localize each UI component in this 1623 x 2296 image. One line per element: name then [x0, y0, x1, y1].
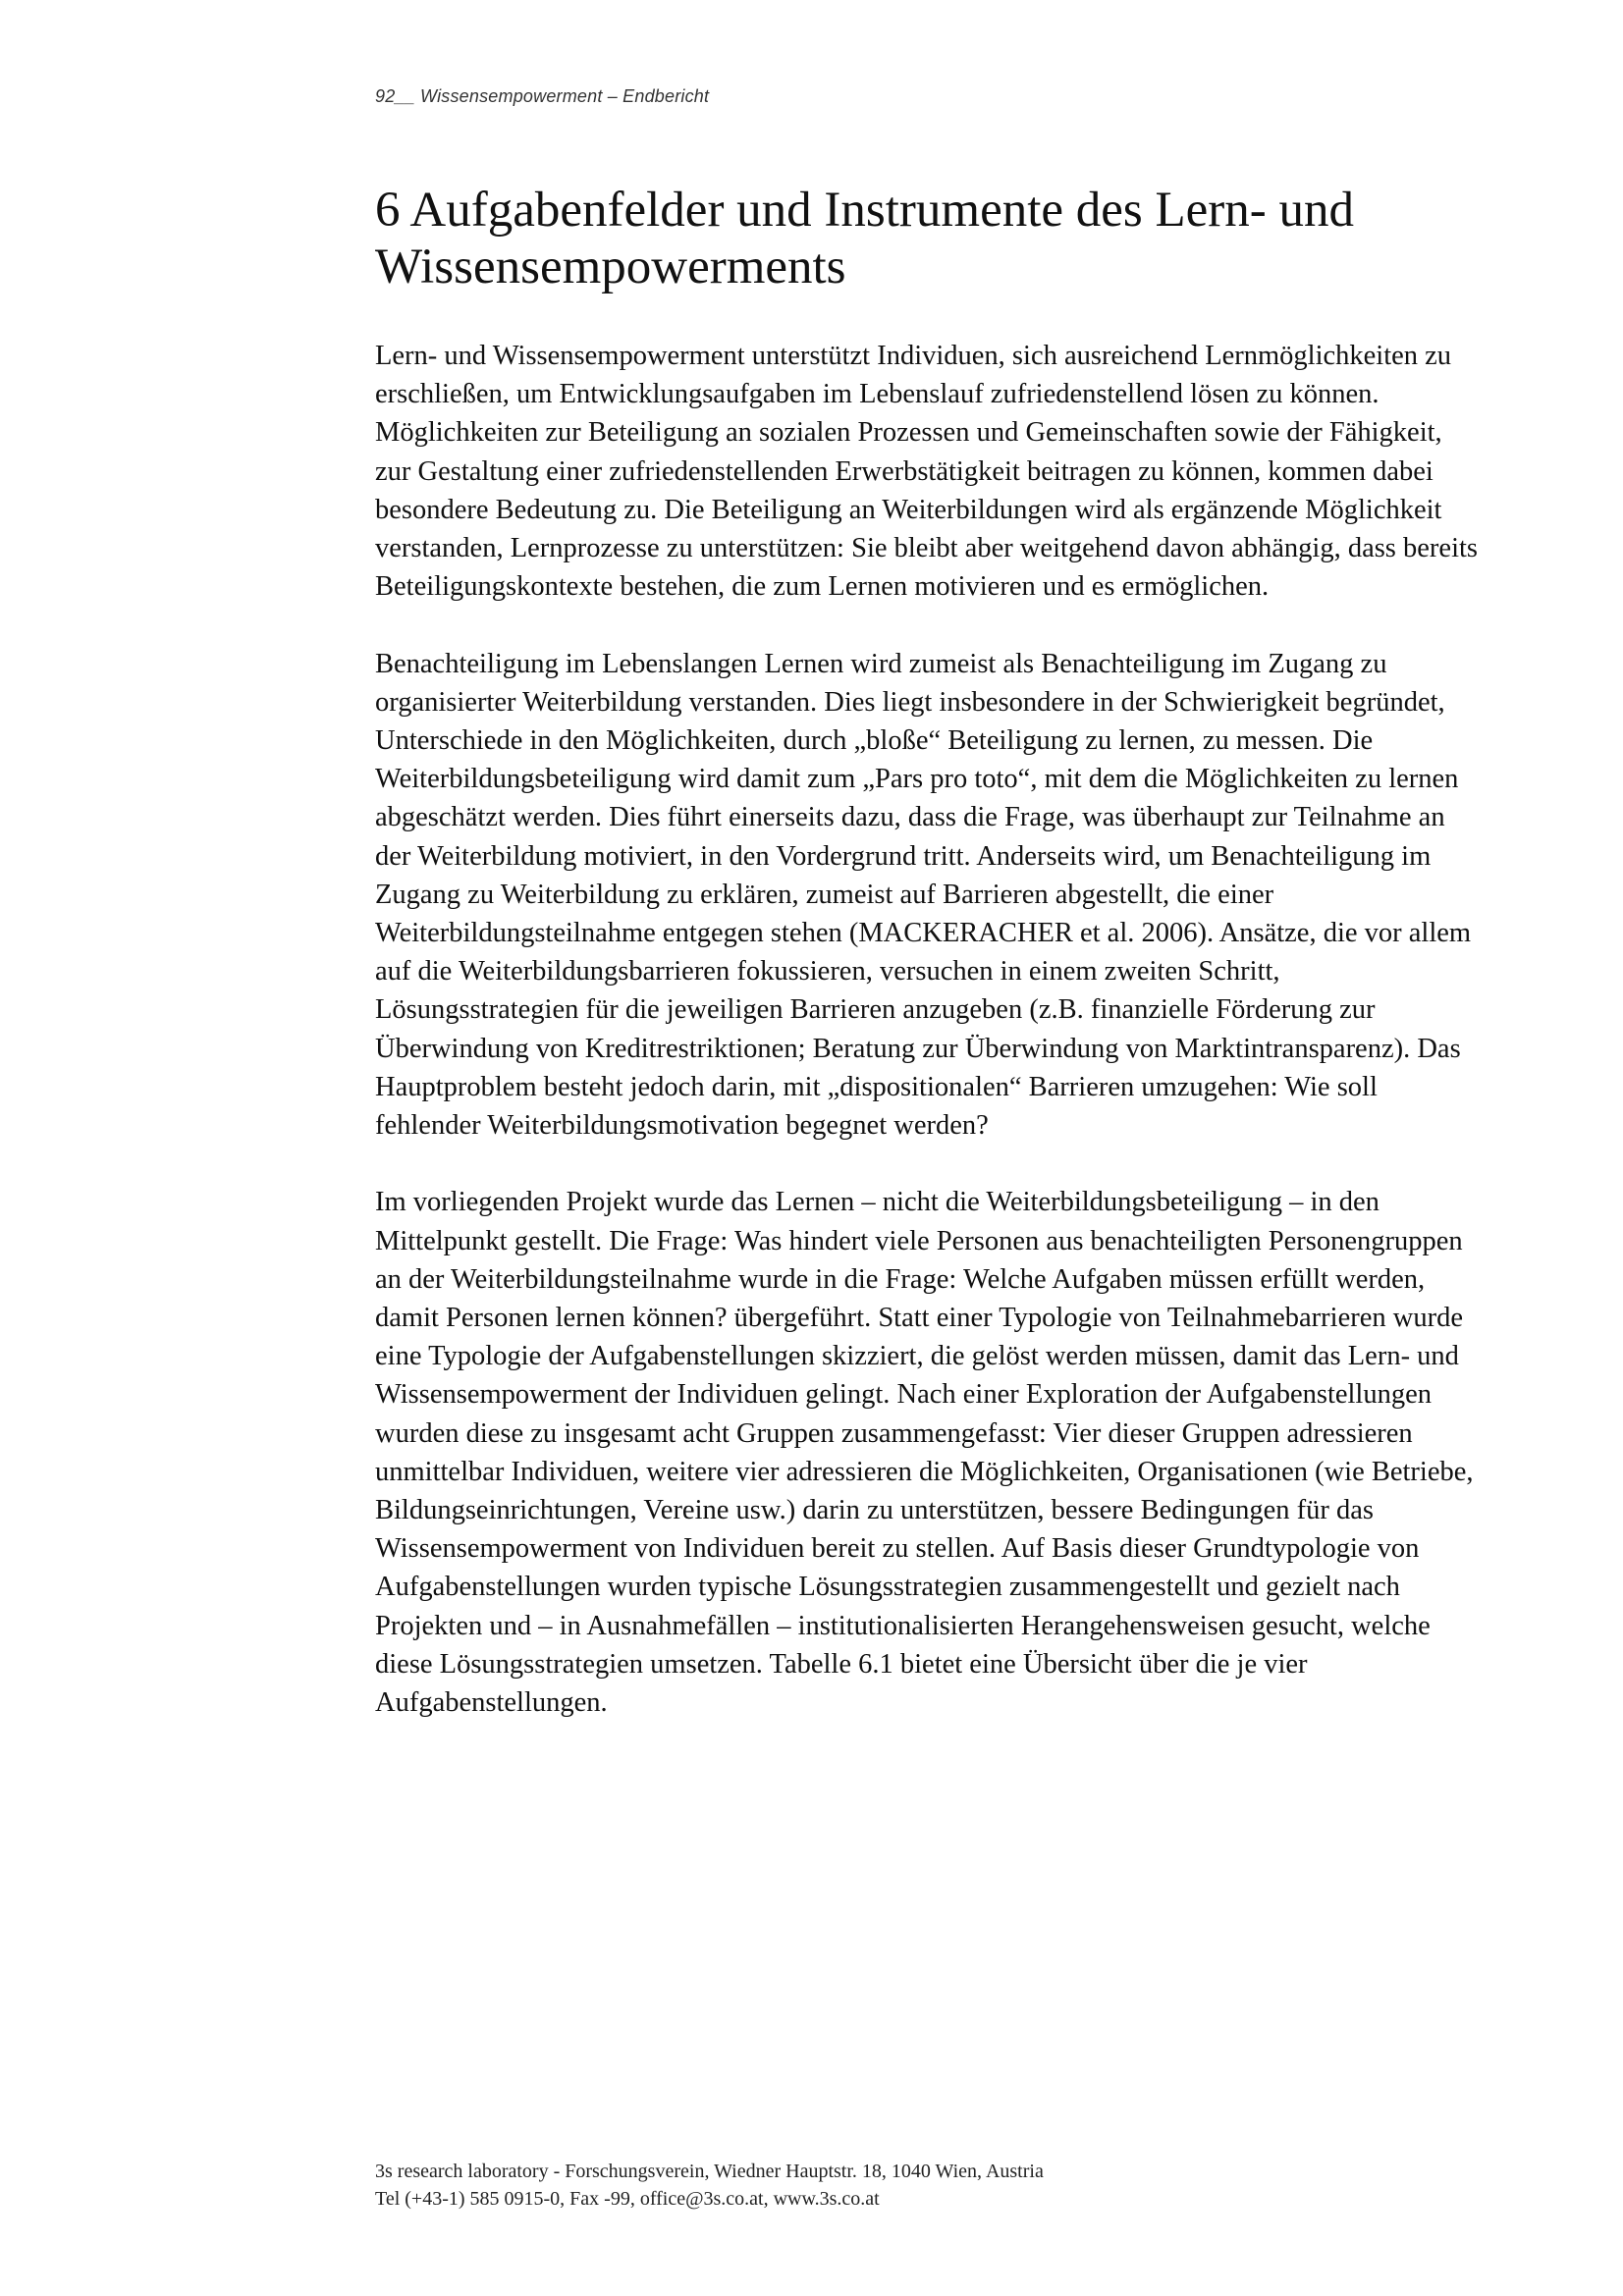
- chapter-title: 6 Aufgabenfelder und Instrumente des Lern- und Wissensempowerments: [375, 183, 1355, 294]
- paragraph-1: Lern- und Wissensempowerment unterstützt Individuen, sich ausreichend Lernmöglichkeiten zu erschließen, um Entwicklungsaufgaben im Lebenslauf zufriedenstellend lösen zu können. Möglichkeiten zur Beteiligung an sozialen Prozessen und Gemeinschaften sowie der Fähigkeit, zur Gestaltung einer zufriedenstellenden Erwerbstätigkeit beitragen zu können, kommen dabei besondere Bedeutung zu. Die Beteiligung an Weiterbildungen wird als ergänzende Möglichkeit verstanden, Lernprozesse zu unterstützen: Sie bleibt aber weitgehend davon abhängig, dass bereits Beteiligungskontexte bestehen, die zum Lernen motivieren und es ermöglichen.: [375, 341, 1478, 603]
- body-text: [375, 337, 1485, 1760]
- running-header: 92__ Wissensempowerment – Endbericht: [375, 86, 710, 106]
- page-footer: [375, 2158, 1044, 2213]
- paragraph-3: Im vorliegenden Projekt wurde das Lernen – nicht die Weiterbildungsbeteiligung – in den Mittelpunkt gestellt. Die Frage: Was hindert viele Personen aus benachteiligten Personengruppen an der Weiterbildungsteilnahme wurde in die Frage: Welche Aufgaben müssen erfüllt werden, damit Personen lernen können? übergeführt. Statt einer Typologie von Teilnahmebarrieren wurde eine Typologie der Aufgabenstellungen skizziert, die gelöst werden müssen, damit das Lern- und Wissensempowerment der Individuen gelingt. Nach einer Exploration der Aufgabenstellungen wurden diese zu insgesamt acht Gruppen zusammengefasst: Vier dieser Gruppen adressieren unmittelbar Individuen, weitere vier adressieren die Möglichkeiten, Organisationen (wie Betriebe, Bildungseinrichtungen, Vereine usw.) darin zu unterstützen, bessere Bedingungen für das Wissensempowerment von Individuen bereit zu stellen. Auf Basis dieser Grundtypologie von Aufgabenstellungen wurden typische Lösungsstrategien zusammengestellt und gezielt nach Projekten und – in Ausnahmefällen – institutionalisierten Herangehensweisen gesucht, welche diese Lösungsstrategien umsetzen. Tabelle 6.1 bietet eine Übersicht über die je vier Aufgabenstellungen.: [375, 1187, 1474, 1719]
- footer-address: 3s research laboratory - Forschungsverein, Wiedner Hauptstr. 18, 1040 Wien, Austria: [375, 2161, 1044, 2182]
- paragraph-2: Benachteiligung im Lebenslangen Lernen wird zumeist als Benachteiligung im Zugang zu organisierter Weiterbildung verstanden. Dies liegt insbesondere in der Schwierigkeit begründet, Unterschiede in den Möglichkeiten, durch „bloße“ Beteiligung zu lernen, zu messen. Die Weiterbildungsbeteiligung wird damit zum „Pars pro toto“, mit dem die Möglichkeiten zu lernen abgeschätzt werden. Dies führt einerseits dazu, dass die Frage, was überhaupt zur Teilnahme an der Weiterbildung motiviert, in den Vordergrund tritt. Anderseits wird, um Benachteiligung im Zugang zu Weiterbildung zu erklären, zumeist auf Barrieren abgestellt, die einer Weiterbildungsteilnahme entgegen stehen (MACKERACHER et al. 2006). Ansätze, die vor allem auf die Weiterbildungsbarrieren fokussieren, versuchen in einem zweiten Schritt, Lösungsstrategien für die jeweiligen Barrieren anzugeben (z.B. finanzielle Förderung zur Überwindung von Kreditrestriktionen; Beratung zur Überwindung von Marktintransparenz). Das Hauptproblem besteht jedoch darin, mit „dispositionalen“ Barrieren umzugehen: Wie soll fehlender Weiterbildungsmotivation begegnet werden?: [375, 648, 1472, 1142]
- footer-contact: Tel (+43-1) 585 0915-0, Fax -99, office@3s.co.at, www.3s.co.at: [375, 2188, 880, 2210]
